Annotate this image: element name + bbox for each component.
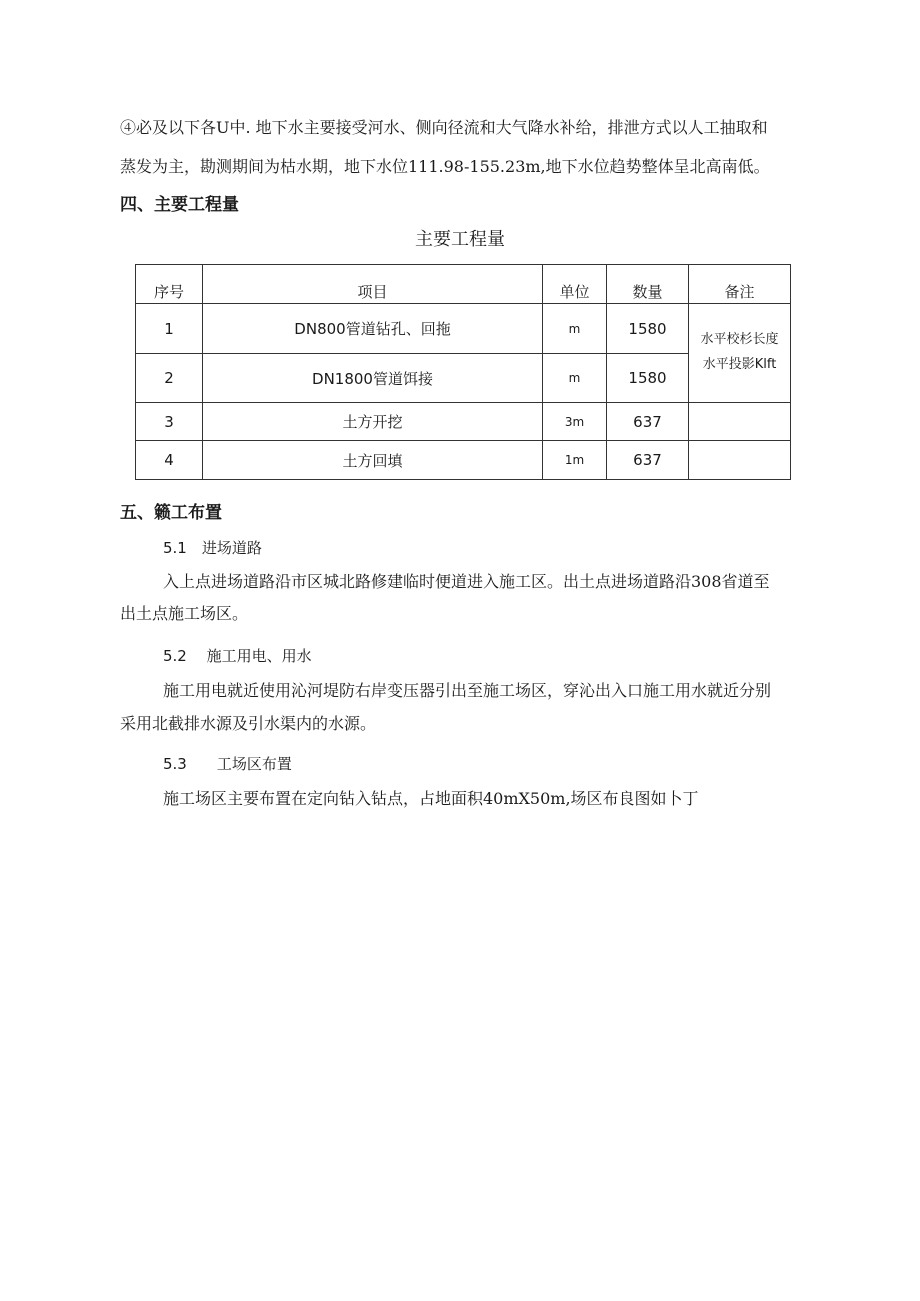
- s1-line-2: 出土点施工场区。: [120, 604, 249, 623]
- row-item: DN1800管道饵接: [203, 354, 543, 403]
- table-row: [136, 441, 791, 480]
- s3-line-1: 施工场区主要布置在定向钻入钻点，占地面积40mX50m,场区布良图如卜丁: [163, 789, 699, 808]
- header-no: 序号: [136, 265, 203, 304]
- row-item: 土方回填: [203, 441, 543, 480]
- quantities-table: [135, 264, 791, 480]
- intro-line-2: 蒸发为主，勘测期间为枯水期，地下水位111.98-155.23m,地下水位趋势整体呈北高南低。: [120, 157, 770, 176]
- row-item: 土方开挖: [203, 403, 543, 441]
- row-unit: 1m: [543, 441, 607, 480]
- row-no: 4: [136, 441, 203, 480]
- s1-line-1: 入上点进场道路沿市区城北路修建临时便道进入施工区。出土点进场道路沿308省道至: [163, 572, 770, 591]
- table-caption: 主要工程量: [415, 229, 505, 250]
- row-note: [689, 304, 791, 403]
- intro-line-1: ④必及以下各U中. 地下水主要接受河水、侧向径流和大气降水补给，排泄方式以人工抽取和: [120, 118, 768, 137]
- note-line-1: 水平校杉长度: [700, 332, 779, 347]
- header-unit: 单位: [543, 265, 607, 304]
- subsection-5-2-title: 5.2 施工用电、用水: [163, 647, 312, 665]
- row-unit: 3m: [543, 403, 607, 441]
- row-note-empty: [689, 403, 791, 441]
- row-unit: m: [543, 354, 607, 403]
- row-note-empty: [689, 441, 791, 480]
- s2-line-1: 施工用电就近使用沁河堤防右岸变压器引出至施工场区，穿沁出入口施工用水就近分别: [163, 681, 772, 700]
- header-note: 备注: [689, 265, 791, 304]
- row-no: 1: [136, 304, 203, 354]
- row-no: 2: [136, 354, 203, 403]
- section-4-heading: 四、主要工程量: [120, 195, 239, 215]
- subsection-5-1-title: 5.1 进场道路: [163, 539, 262, 557]
- header-qty: 数量: [607, 265, 689, 304]
- row-qty: 637: [607, 403, 689, 441]
- note-line-2: 水平投影Klft: [702, 357, 777, 372]
- table-row: [136, 403, 791, 441]
- row-unit: m: [543, 304, 607, 354]
- row-qty: 1580: [607, 304, 689, 354]
- subsection-5-3-title: 5.3 工场区布置: [163, 755, 292, 773]
- table-header-row: [136, 265, 791, 304]
- row-qty: 1580: [607, 354, 689, 403]
- s2-line-2: 采用北截排水源及引水渠内的水源。: [120, 714, 377, 733]
- header-item: 项目: [203, 265, 543, 304]
- row-no: 3: [136, 403, 203, 441]
- row-item: DN800管道钻孔、回拖: [203, 304, 543, 354]
- row-qty: 637: [607, 441, 689, 480]
- table-row: [136, 304, 791, 354]
- section-5-heading: 五、籁工布置: [120, 503, 222, 523]
